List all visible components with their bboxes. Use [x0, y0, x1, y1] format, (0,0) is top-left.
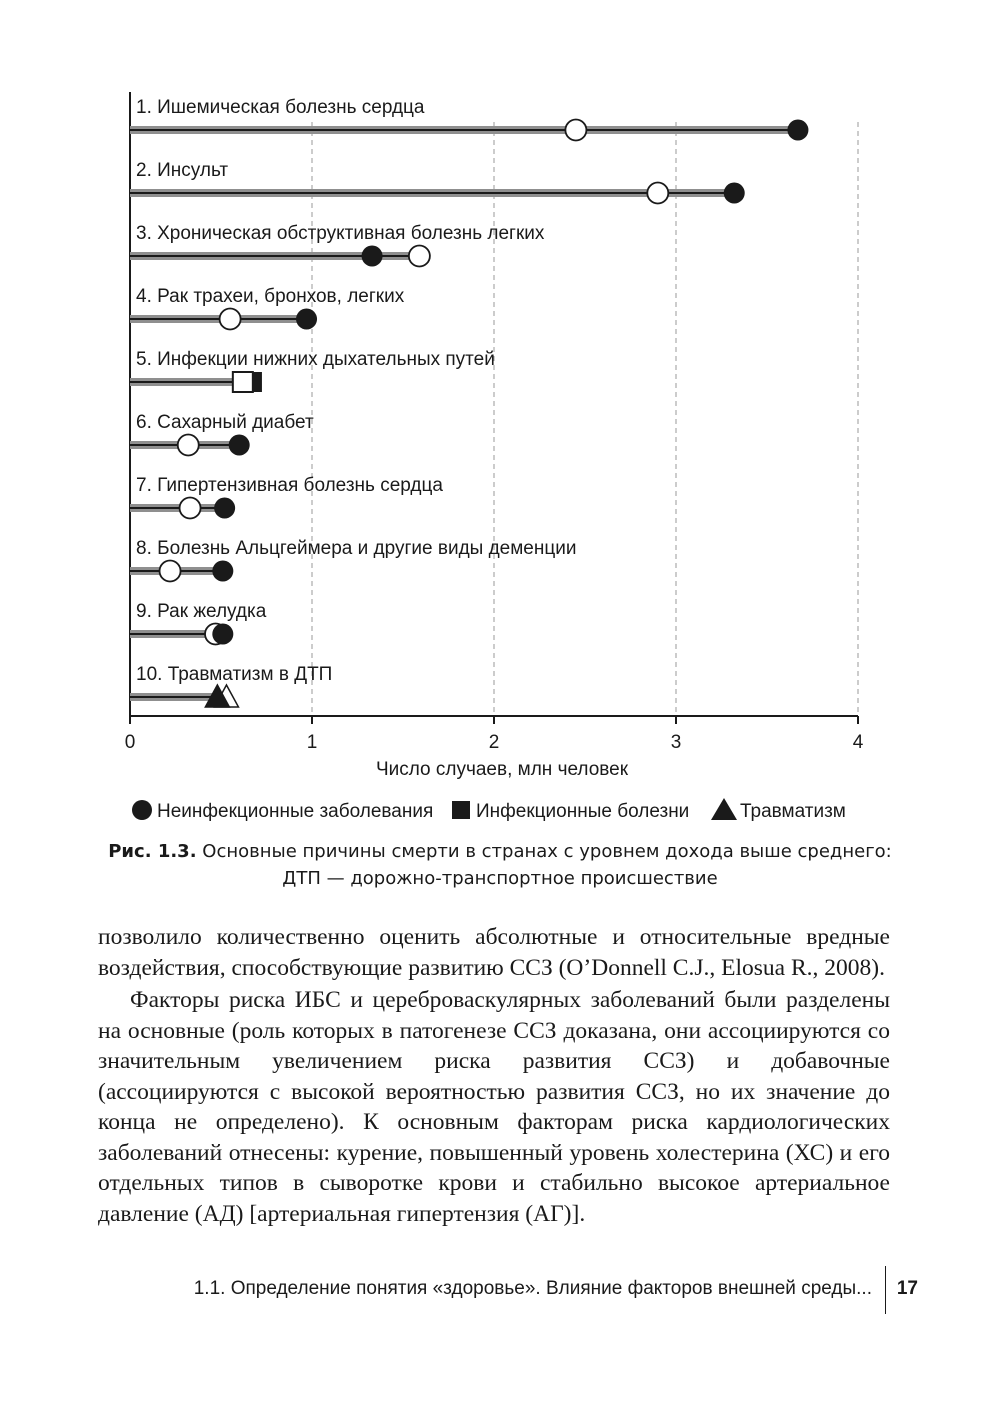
row-label: 8. Болезнь Альцгеймера и другие виды деменции	[136, 538, 577, 559]
caption-label: Рис. 1.3.	[108, 841, 197, 862]
chart-row	[130, 538, 576, 582]
x-tick-label: 2	[488, 732, 500, 753]
chart-row	[130, 286, 405, 330]
paragraph-2: Факторы риска ИБС и цереброваскулярных заболеваний были разделены на основные (роль которых в патогенезе ССЗ доказана, они ассоциируются со значительным увеличением риска развития ССЗ) и добавочные (ассоциируются с высокой вероятностью развития ССЗ, но их значение до конца не определено). К основным факторам риска кардиологических заболеваний отнесены: курение, повышенный уровень холестерина (ХС) и его отдельных типов в сыворотке крови и стабильно высокое артериальное давление (АД) [артериальная гипертензия (АГ)].	[98, 987, 890, 1227]
open-circle-marker	[160, 561, 181, 582]
chart-row	[130, 412, 314, 456]
open-square-marker	[233, 372, 253, 392]
row-label: 7. Гипертензивная болезнь сердца	[136, 475, 443, 496]
caption-line-1	[60, 838, 940, 865]
row-label: 4. Рак трахеи, бронхов, легких	[136, 286, 405, 307]
open-circle-marker	[178, 435, 199, 456]
x-tick-label: 0	[124, 732, 136, 753]
row-label: 3. Хроническая обструктивная болезнь легких	[136, 223, 545, 244]
figure-caption	[60, 838, 940, 892]
filled-circle-marker	[214, 498, 235, 519]
legend-label-communicable: Инфекционные болезни	[476, 801, 690, 822]
open-circle-marker	[220, 309, 241, 330]
paragraph-1: позволило количественно оценить абсолютные и относительные вредные воздействия, способствующие развитию ССЗ (O’Donnell C.J., Elosua R., 2008).	[98, 924, 890, 981]
filled-circle-marker	[724, 183, 745, 204]
legend-circle-icon	[132, 800, 152, 820]
row-label: 5. Инфекции нижних дыхательных путей	[136, 349, 495, 370]
caption-line-2: ДТП — дорожно-транспортное происшествие	[282, 868, 718, 889]
caption-text: Основные причины смерти в странах с уровнем дохода выше среднего:	[202, 841, 892, 862]
running-title: 1.1. Определение понятия «здоровье». Влияние факторов внешней среды...	[193, 1278, 872, 1299]
page-footer	[150, 1276, 930, 1310]
filled-circle-marker	[787, 120, 808, 141]
chart-row	[130, 223, 545, 267]
legend	[132, 798, 846, 822]
row-label: 6. Сахарный диабет	[136, 412, 314, 433]
open-circle-marker	[647, 183, 668, 204]
x-tick-label: 4	[852, 732, 864, 753]
page-number: 17	[896, 1278, 918, 1299]
row-label: 2. Инсульт	[136, 160, 229, 181]
chart-row	[130, 97, 808, 141]
legend-label-injury: Травматизм	[740, 801, 846, 822]
filled-circle-marker	[296, 309, 317, 330]
x-tick-label: 3	[670, 732, 682, 753]
filled-circle-marker	[212, 624, 233, 645]
chart-row	[130, 475, 443, 519]
legend-triangle-icon	[711, 798, 737, 820]
row-label: 1. Ишемическая болезнь сердца	[136, 97, 425, 118]
legend-label-noncommunicable: Неинфекционные заболевания	[157, 801, 434, 822]
open-circle-marker	[180, 498, 201, 519]
legend-square-icon	[452, 801, 470, 819]
chart-row	[130, 664, 332, 707]
row-label: 9. Рак желудка	[136, 601, 267, 622]
open-circle-marker	[565, 120, 586, 141]
filled-circle-marker	[362, 246, 383, 267]
x-tick-label: 1	[306, 732, 318, 753]
chart-row	[130, 601, 267, 645]
filled-circle-marker	[229, 435, 250, 456]
body-text	[98, 922, 890, 1229]
chart-row	[130, 160, 745, 204]
x-axis-title: Число случаев, млн человек	[375, 759, 629, 780]
filled-circle-marker	[212, 561, 233, 582]
open-circle-marker	[409, 246, 430, 267]
footer-divider	[885, 1266, 886, 1314]
row-label: 10. Травматизм в ДТП	[136, 664, 333, 685]
